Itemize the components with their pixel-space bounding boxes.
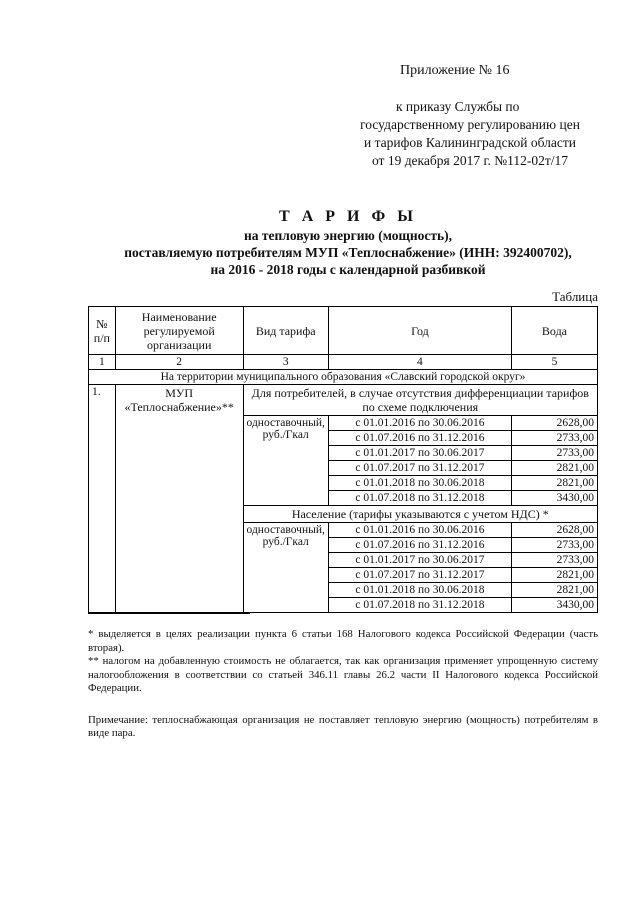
value-cell: 2628,00 [511, 416, 597, 431]
value-cell: 2733,00 [511, 553, 597, 568]
territory-label: На территории муниципального образования «Славский городской округ» [89, 370, 598, 385]
period-cell: с 01.01.2018 по 30.06.2018 [328, 476, 511, 491]
header-org: Наименование регулируемой организации [115, 307, 243, 355]
table-header-row [89, 307, 598, 355]
tariff-type: одноставочный, руб./Гкал [243, 416, 328, 506]
order-line: от 19 декабря 2017 г. №112-02т/17 [371, 153, 569, 168]
value-cell: 2821,00 [511, 568, 597, 583]
index-cell: 2 [115, 355, 243, 370]
value-cell: 2733,00 [511, 431, 597, 446]
order-line: и тарифов Калининградской области [364, 135, 576, 150]
row-number: 1. [89, 385, 116, 613]
value-cell: 2628,00 [511, 523, 597, 538]
territory-row [89, 370, 598, 385]
index-cell: 5 [511, 355, 597, 370]
period-cell: с 01.01.2016 по 30.06.2016 [328, 523, 511, 538]
index-cell: 4 [328, 355, 511, 370]
document-header [330, 62, 610, 170]
value-cell: 2733,00 [511, 446, 597, 461]
footnote-divider [88, 613, 250, 614]
footnote-vat: * выделяется в целях реализации пункта 6 статьи 168 Налогового кодекса Российской Федерации (часть вторая). [88, 628, 598, 654]
header-tariff-type: Вид тарифа [243, 307, 328, 355]
period-cell: с 01.01.2017 по 30.06.2017 [328, 446, 511, 461]
value-cell: 3430,00 [511, 491, 597, 506]
period-cell: с 01.01.2017 по 30.06.2017 [328, 553, 511, 568]
order-line: государственному регулированию цен [360, 117, 580, 132]
tariff-type: одноставочный, руб./Гкал [243, 523, 328, 613]
period-cell: с 01.01.2016 по 30.06.2016 [328, 416, 511, 431]
period-cell: с 01.07.2016 по 31.12.2016 [328, 538, 511, 553]
appendix-number: Приложение № 16 [400, 63, 510, 78]
header-num: № п/п [89, 307, 116, 355]
note: Примечание: теплоснабжающая организация не поставляет тепловую энергию (мощность) потребителям в виде пара. [88, 713, 598, 739]
order-line: к приказу Службы по [396, 99, 520, 114]
header-water: Вода [511, 307, 597, 355]
tariff-table [88, 306, 598, 613]
period-cell: с 01.07.2018 по 31.12.2018 [328, 598, 511, 613]
organization-name: МУП «Теплоснабжение»** [115, 385, 243, 613]
group-label: Для потребителей, в случае отсутствия дифференциации тарифов по схеме подключения [243, 385, 597, 416]
group-label: Население (тарифы указываются с учетом НДС) * [243, 506, 597, 523]
table-caption: Таблица [552, 289, 598, 304]
title-line: поставляемую потребителям МУП «Теплоснабжение» (ИНН: 392400702), [124, 245, 572, 260]
value-cell: 2821,00 [511, 461, 597, 476]
value-cell: 2821,00 [511, 583, 597, 598]
value-cell: 2821,00 [511, 476, 597, 491]
header-year: Год [328, 307, 511, 355]
period-cell: с 01.01.2018 по 30.06.2018 [328, 583, 511, 598]
title-main: Т А Р И Ф Ы [279, 208, 417, 225]
period-cell: с 01.07.2017 по 31.12.2017 [328, 568, 511, 583]
document-title [88, 208, 608, 278]
value-cell: 3430,00 [511, 598, 597, 613]
period-cell: с 01.07.2017 по 31.12.2017 [328, 461, 511, 476]
footnote-no-vat: ** налогом на добавленную стоимость не облагается, так как организация применяет упрощенную систему налогообложения в соответствии со статьей 346.11 главы 26.2 части II Налогового кодекса Российской Федерации. [88, 655, 598, 694]
group-label-row [89, 385, 598, 416]
title-line: на тепловую энергию (мощность), [243, 228, 453, 243]
index-cell: 1 [89, 355, 116, 370]
index-cell: 3 [243, 355, 328, 370]
period-cell: с 01.07.2018 по 31.12.2018 [328, 491, 511, 506]
index-row [89, 355, 598, 370]
period-cell: с 01.07.2016 по 31.12.2016 [328, 431, 511, 446]
title-line: на 2016 - 2018 годы с календарной разбивкой [210, 262, 486, 277]
value-cell: 2733,00 [511, 538, 597, 553]
footnotes [88, 628, 598, 741]
